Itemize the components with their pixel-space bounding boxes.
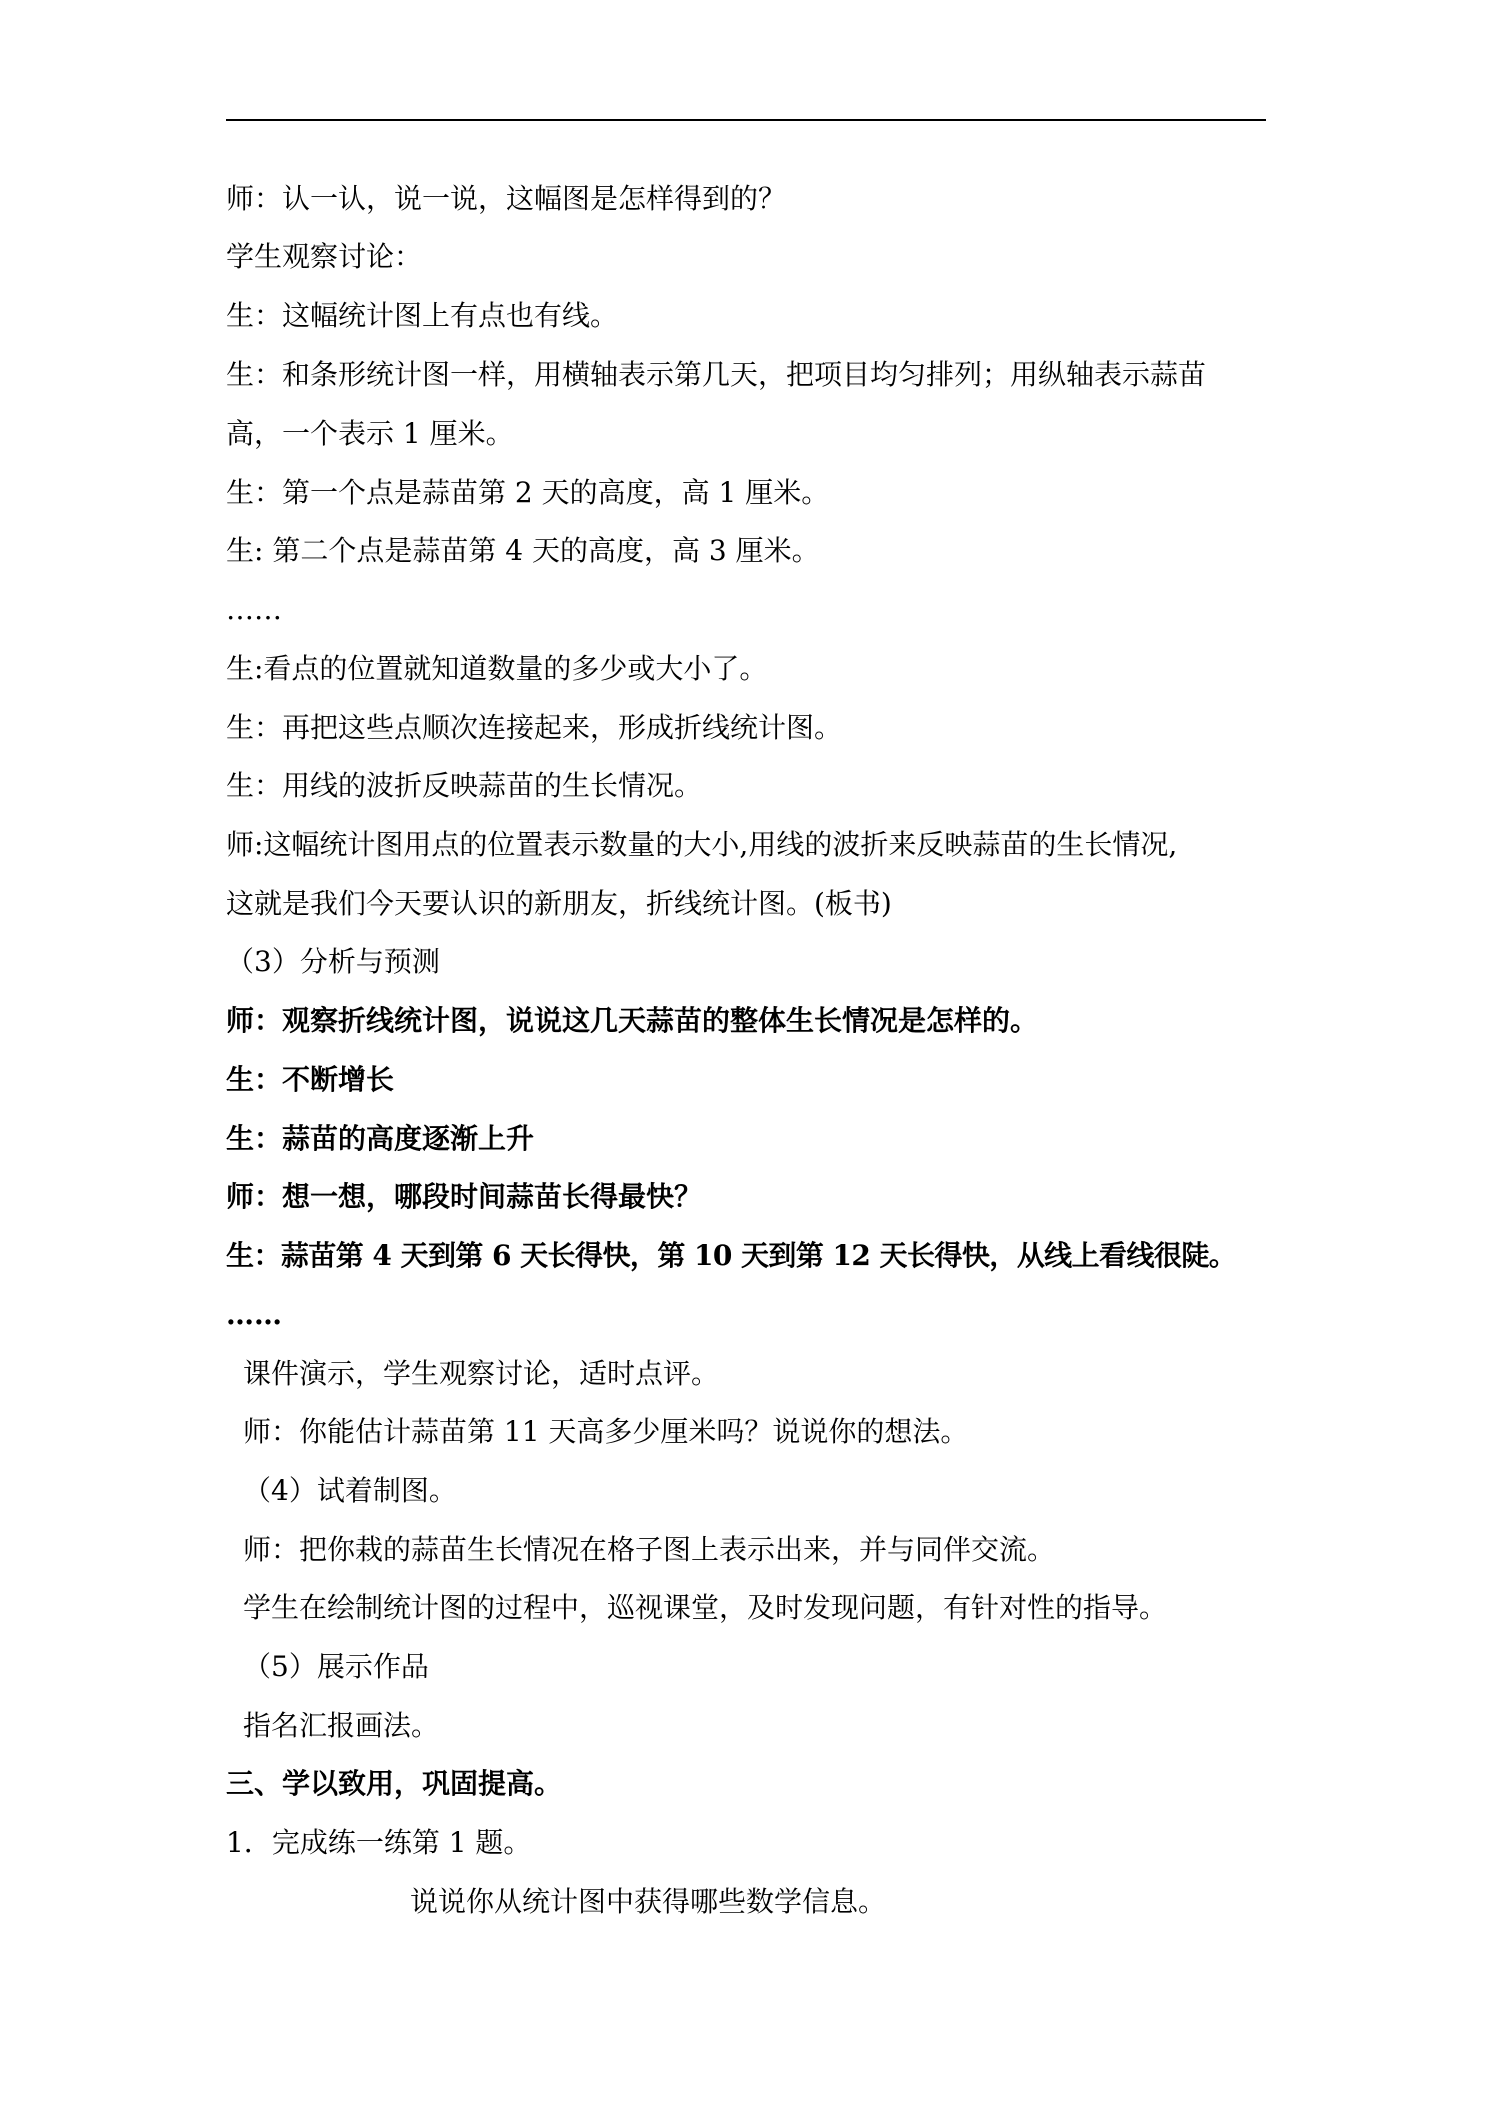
student-line-7: 生：用线的波折反映蒜苗的生长情况。 xyxy=(226,769,703,802)
section-4-heading: （4）试着制图。 xyxy=(243,1474,457,1507)
section-5-heading: （5）展示作品 xyxy=(243,1650,429,1683)
student-line-2: 生：和条形统计图一样，用横轴表示第几天，把项目均匀排列；用纵轴表示蒜苗 xyxy=(226,358,1207,391)
student-line-3: 生：第一个点是蒜苗第 2 天的高度，高 1 厘米。 xyxy=(226,476,830,509)
student-answer-bold-1: 生：不断增长 xyxy=(226,1063,395,1096)
part-3-heading: 三、学以致用，巩固提高。 xyxy=(226,1767,563,1800)
teacher-estimate-line: 师：你能估计蒜苗第 11 天高多少厘米吗？说说你的想法。 xyxy=(243,1415,969,1448)
student-line-1: 生：这幅统计图上有点也有线。 xyxy=(226,299,619,332)
report-method-line: 指名汇报画法。 xyxy=(243,1709,440,1742)
student-answer-bold-3: 生：蒜苗第 4 天到第 6 天长得快，第 10 天到第 12 天长得快，从线上看线很陡。 xyxy=(226,1239,1237,1272)
teacher-line-2-cont: 这就是我们今天要认识的新朋友，折线统计图。(板书) xyxy=(226,887,892,920)
teacher-line-1: 师：认一认，说一说，这幅图是怎样得到的？ xyxy=(226,182,787,215)
exercise-question-line: 说说你从统计图中获得哪些数学信息。 xyxy=(410,1885,887,1918)
student-drawing-line: 学生在绘制统计图的过程中，巡视课堂，及时发现问题，有针对性的指导。 xyxy=(243,1591,1168,1624)
teacher-question-bold-2: 师：想一想，哪段时间蒜苗长得最快？ xyxy=(226,1180,703,1213)
student-line-6: 生：再把这些点顺次连接起来，形成折线统计图。 xyxy=(226,711,843,744)
teacher-line-2: 师:这幅统计图用点的位置表示数量的大小,用线的波折来反映蒜苗的生长情况, xyxy=(226,828,1178,861)
student-line-5: 生:看点的位置就知道数量的多少或大小了。 xyxy=(226,652,768,685)
header-rule xyxy=(226,119,1266,121)
teacher-drawing-line: 师：把你栽的蒜苗生长情况在格子图上表示出来，并与同伴交流。 xyxy=(243,1533,1056,1566)
student-line-4: 生: 第二个点是蒜苗第 4 天的高度，高 3 厘米。 xyxy=(226,534,820,567)
section-3-heading: （3）分析与预测 xyxy=(226,945,440,978)
student-answer-bold-2: 生：蒜苗的高度逐渐上升 xyxy=(226,1122,535,1155)
ellipsis-line-1: …… xyxy=(226,593,282,626)
student-discussion-line: 学生观察讨论： xyxy=(226,240,423,273)
exercise-line-1: 1．完成练一练第 1 题。 xyxy=(226,1826,532,1859)
student-line-2-cont: 高，一个表示 1 厘米。 xyxy=(226,417,514,450)
teacher-question-bold: 师：观察折线统计图，说说这几天蒜苗的整体生长情况是怎样的。 xyxy=(226,1004,1039,1037)
ellipsis-line-2: …… xyxy=(226,1298,282,1331)
courseware-line: 课件演示，学生观察讨论，适时点评。 xyxy=(243,1357,720,1390)
